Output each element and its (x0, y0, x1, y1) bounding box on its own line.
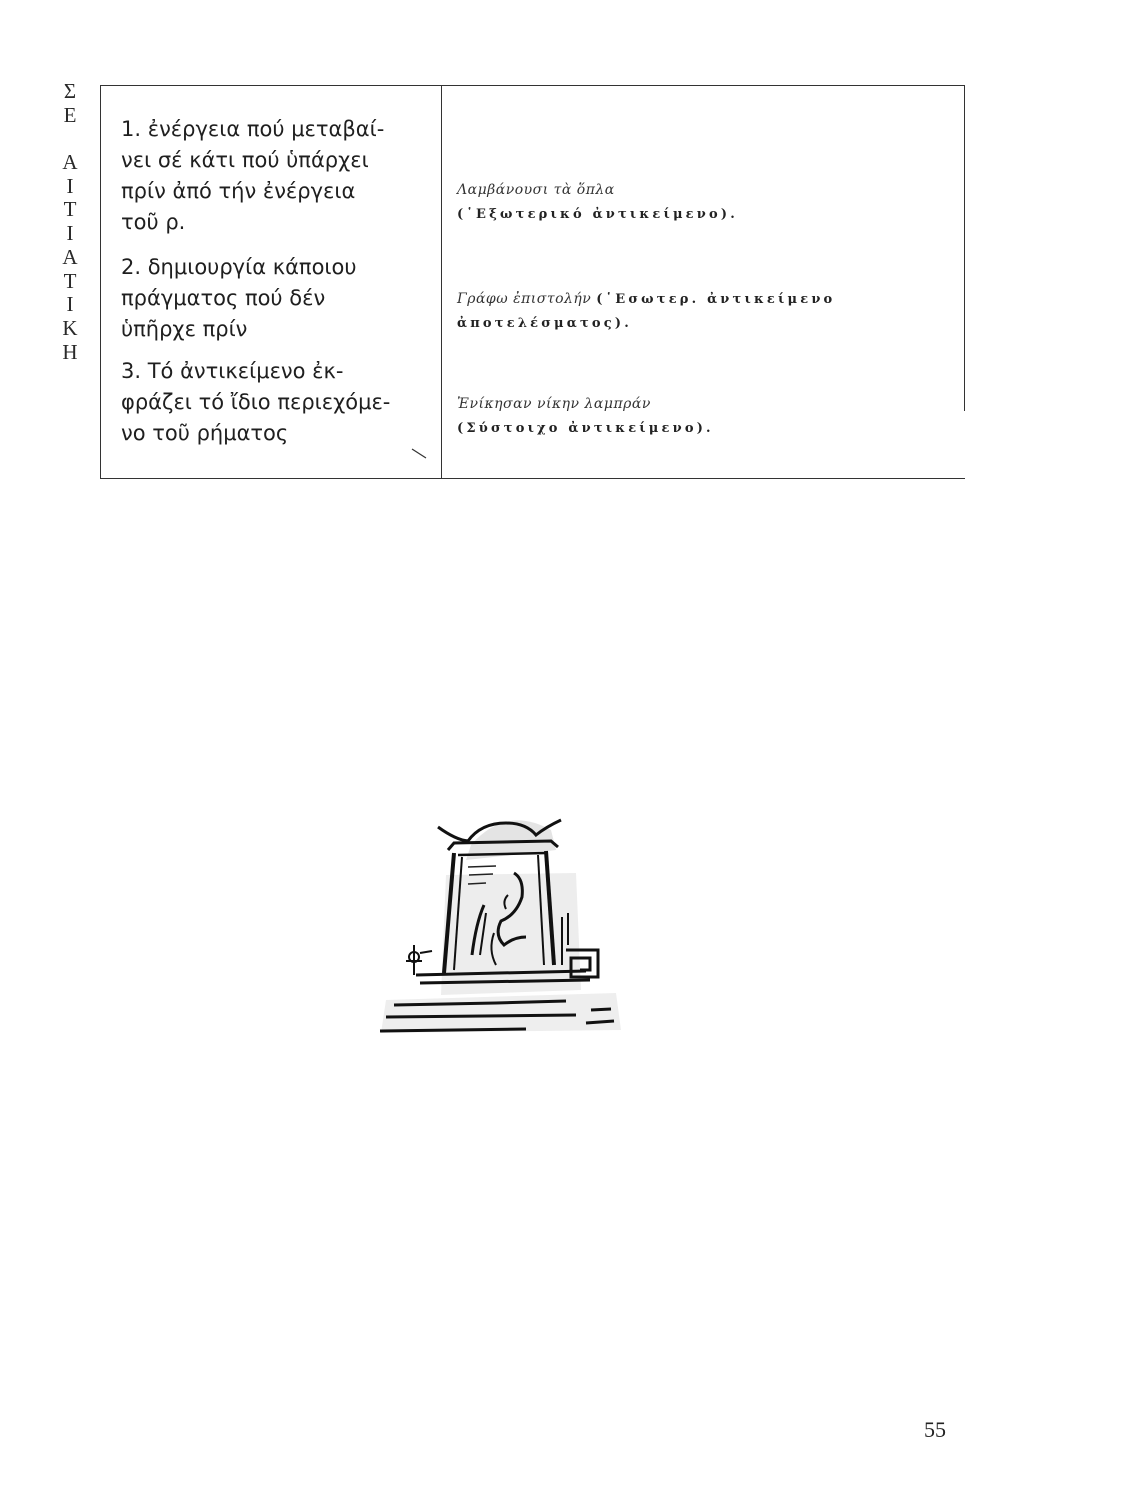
side-letter: Σ (63, 79, 77, 103)
side-letter: Ι (66, 173, 74, 198)
definition-line: νει σέ κάτι πού ὑπάρχει (121, 148, 369, 172)
accusative-table (100, 85, 965, 479)
definition-1 (121, 114, 421, 238)
definition-line: πρίν ἀπό τήν ἐνέργεια (121, 179, 356, 203)
side-letter: Α (62, 150, 78, 175)
pen-mark-icon (411, 448, 429, 460)
example-3 (457, 396, 957, 436)
definition-line: ὑπῆρχε πρίν (121, 317, 248, 341)
example-1 (457, 182, 957, 222)
side-letter: Η (62, 339, 78, 364)
definition-line: φράζει τό ἴδιο περιεχόμε- (121, 390, 391, 414)
side-label-accusative (50, 80, 90, 364)
monument-illustration (376, 805, 636, 1045)
side-letter: Ι (66, 292, 74, 317)
column-divider (441, 86, 442, 478)
example-2 (457, 291, 957, 331)
side-letter: Κ (62, 315, 78, 340)
example-greek-text: Γράφω ἐπιστολήν (457, 291, 592, 307)
definition-line: 1. ἐνέργεια πού μεταβαί- (121, 117, 385, 141)
definition-line: πράγματος πού δέν (121, 286, 326, 310)
definition-line: τοῦ ρ. (121, 210, 186, 234)
example-greek-line (457, 291, 957, 307)
example-note: (Σύστοιχο ἀντικείμενο). (457, 421, 714, 436)
example-note-inline: (῾Εσωτερ. ἀντικείμενο (596, 292, 836, 307)
side-letter: Τ (63, 268, 77, 293)
side-letter: Τ (63, 197, 77, 222)
side-letter: Ε (63, 102, 77, 127)
example-note: ἀποτελέσματος). (457, 316, 632, 331)
side-letter: Α (62, 244, 78, 269)
example-greek-text: Λαμβάνουσι τὰ ὅπλα (457, 182, 615, 198)
definition-line: νο τοῦ ρήματος (121, 421, 289, 445)
example-greek-text: Ἐνίκησαν νίκην λαμπράν (457, 396, 651, 412)
definition-3 (121, 356, 421, 449)
page-number: 55 (924, 1417, 946, 1442)
table-right-border (964, 86, 965, 411)
side-letter (50, 127, 90, 151)
definition-line: 3. Τό ἀντικείμενο ἐκ- (121, 359, 344, 383)
definition-line: 2. δημιουργία κάποιου (121, 255, 357, 279)
side-letter: Ι (66, 221, 74, 246)
example-note: (῾Εξωτερικό ἀντικείμενο). (457, 207, 738, 222)
definition-2 (121, 252, 421, 345)
